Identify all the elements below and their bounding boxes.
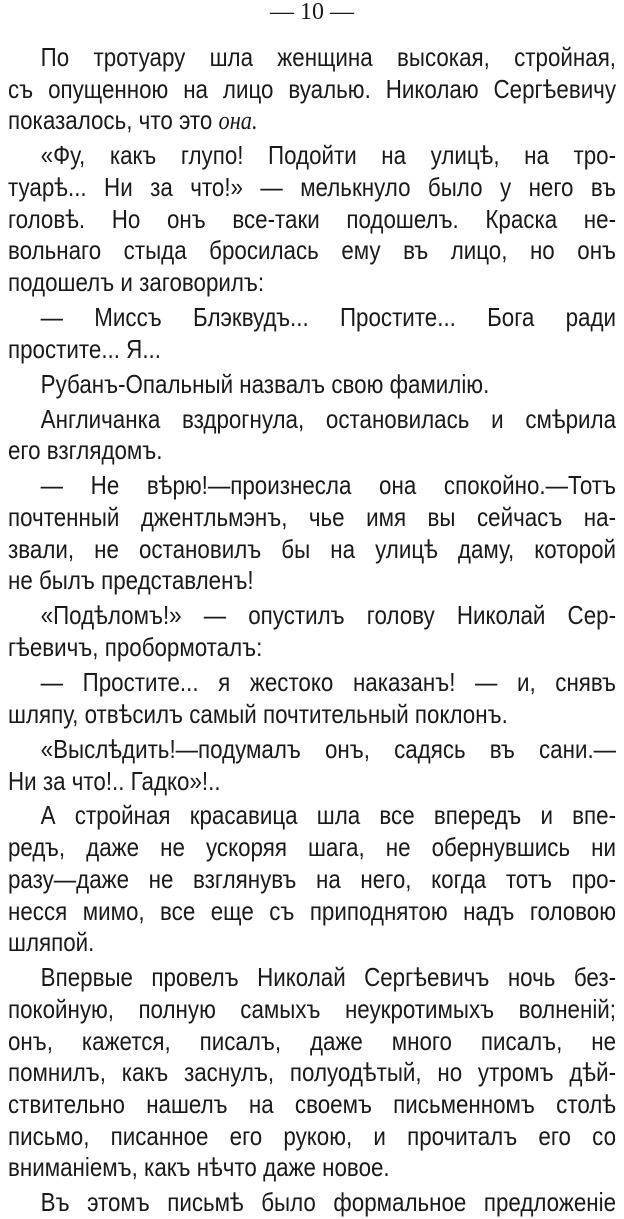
text-line-content: — Не вѣрю!—произнесла она спокойно.—Тотъ bbox=[40, 470, 617, 501]
text-line-content: Впервые провелъ Николай Сергѣевичъ ночь без- bbox=[40, 962, 617, 993]
text-line-content: ствительно нашелъ на своемъ письменномъ столѣ bbox=[8, 1088, 617, 1119]
text-line bbox=[8, 334, 616, 366]
text-line bbox=[8, 404, 616, 436]
text-line bbox=[8, 832, 616, 864]
text-line bbox=[8, 565, 616, 597]
text-line bbox=[8, 1152, 616, 1184]
text-line bbox=[8, 1121, 616, 1153]
text-line-content: «Подѣломъ!» — опустилъ голову Николай Сер- bbox=[40, 600, 617, 631]
text-line bbox=[8, 369, 616, 401]
text-line bbox=[8, 667, 616, 699]
text-line-content: По тротуару шла женщина высокая, стройная, bbox=[40, 42, 617, 72]
text-line-content: «Выслѣдить!—подумалъ онъ, садясь въ сани.— bbox=[40, 733, 617, 764]
text-line bbox=[8, 172, 616, 204]
text-line-content: онъ, кажется, писалъ, даже много писалъ, не bbox=[8, 1025, 617, 1056]
text-line-content: простите... Я... bbox=[8, 333, 161, 364]
italic-word: она. bbox=[218, 106, 258, 136]
text-line-content: шляпу, отвѣсилъ самый почтительный поклонъ. bbox=[8, 698, 508, 729]
text-line bbox=[8, 600, 616, 632]
text-line bbox=[8, 962, 616, 994]
text-line bbox=[8, 927, 616, 959]
text-line-content: вольнаго стыда бросилась ему въ лицо, но онъ bbox=[8, 235, 617, 266]
text-line-content: помнилъ, какъ заснулъ, полуодѣтый, но утромъ дѣй- bbox=[8, 1057, 617, 1088]
text-line bbox=[8, 140, 616, 172]
text-line-content: подошелъ и заговорилъ: bbox=[8, 267, 265, 298]
text-line-content: несся мимо, все еще съ приподнятою надъ головою bbox=[8, 895, 617, 926]
text-line bbox=[8, 204, 616, 236]
body-text bbox=[8, 42, 616, 1219]
text-line-content: съ опущенною на лицо вуалью. Николаю Сергѣевичу bbox=[8, 73, 617, 104]
text-line-content: гѣевичъ, пробормоталъ: bbox=[8, 632, 263, 663]
text-line bbox=[8, 1026, 616, 1058]
text-line bbox=[8, 74, 616, 106]
text-line-content: письмо, писанное его рукою, и прочиталъ его со bbox=[8, 1120, 617, 1151]
text-line bbox=[8, 534, 616, 566]
text-line bbox=[8, 734, 616, 766]
text-line-content: разу—даже не взглянувъ на него, когда тотъ про- bbox=[8, 863, 617, 894]
text-line-content: Рубанъ-Опальный назвалъ свою фамилію. bbox=[40, 368, 490, 399]
text-line bbox=[8, 766, 616, 798]
text-line bbox=[8, 235, 616, 267]
text-line-content: шляпой. bbox=[8, 927, 95, 958]
text-line bbox=[8, 896, 616, 928]
text-line-content: показалось, что это bbox=[8, 105, 213, 136]
text-line-content: редъ, даже не ускоряя шага, не обернувшись ни bbox=[8, 832, 617, 863]
text-line-content: звали, не остановилъ бы на улицѣ даму, которой bbox=[8, 533, 617, 564]
text-line bbox=[8, 800, 616, 832]
text-line bbox=[8, 267, 616, 299]
text-line bbox=[8, 502, 616, 534]
text-line bbox=[8, 105, 616, 137]
text-line bbox=[8, 1089, 616, 1121]
text-line bbox=[8, 864, 616, 896]
text-line bbox=[8, 302, 616, 334]
text-line bbox=[8, 470, 616, 502]
text-line-content: почтенный джентльмэнъ, чье имя вы сейчасъ на- bbox=[8, 502, 617, 533]
text-line-content: не былъ представленъ! bbox=[8, 565, 254, 596]
text-line bbox=[8, 994, 616, 1026]
text-line-content: Ни за что!.. Гадко»!.. bbox=[8, 765, 221, 796]
text-line-content: вниманіемъ, какъ нѣчто даже новое. bbox=[8, 1152, 390, 1183]
text-line-content: Англичанка вздрогнула, остановилась и смѣрила bbox=[40, 403, 617, 434]
text-line bbox=[8, 435, 616, 467]
text-line-content: его взглядомъ. bbox=[8, 435, 163, 466]
text-line-content: А стройная красавица шла все впередъ и впе- bbox=[40, 800, 617, 831]
text-line-content: туарѣ... Ни за что!» — мелькнуло было у него въ bbox=[8, 172, 617, 203]
text-line bbox=[8, 1187, 616, 1219]
text-line-content: — Миссъ Блэквудъ... Простите... Бога ради bbox=[40, 302, 617, 333]
text-line bbox=[8, 632, 616, 664]
text-line bbox=[8, 42, 616, 74]
page-number: — 10 — bbox=[270, 0, 354, 25]
text-line-content: Въ этомъ письмѣ было формальное предложеніе bbox=[40, 1187, 617, 1218]
text-line-content: головѣ. Но онъ все-таки подошелъ. Краска не- bbox=[8, 203, 617, 234]
text-line bbox=[8, 1057, 616, 1089]
text-line-content: покойную, полную самыхъ неукротимыхъ волненій; bbox=[8, 993, 617, 1024]
text-line bbox=[8, 699, 616, 731]
text-line-content: «Фу, какъ глупо! Подойти на улицѣ, на тро- bbox=[40, 140, 617, 171]
text-line-content: — Простите... я жестоко наказанъ! — и, снявъ bbox=[40, 667, 617, 698]
